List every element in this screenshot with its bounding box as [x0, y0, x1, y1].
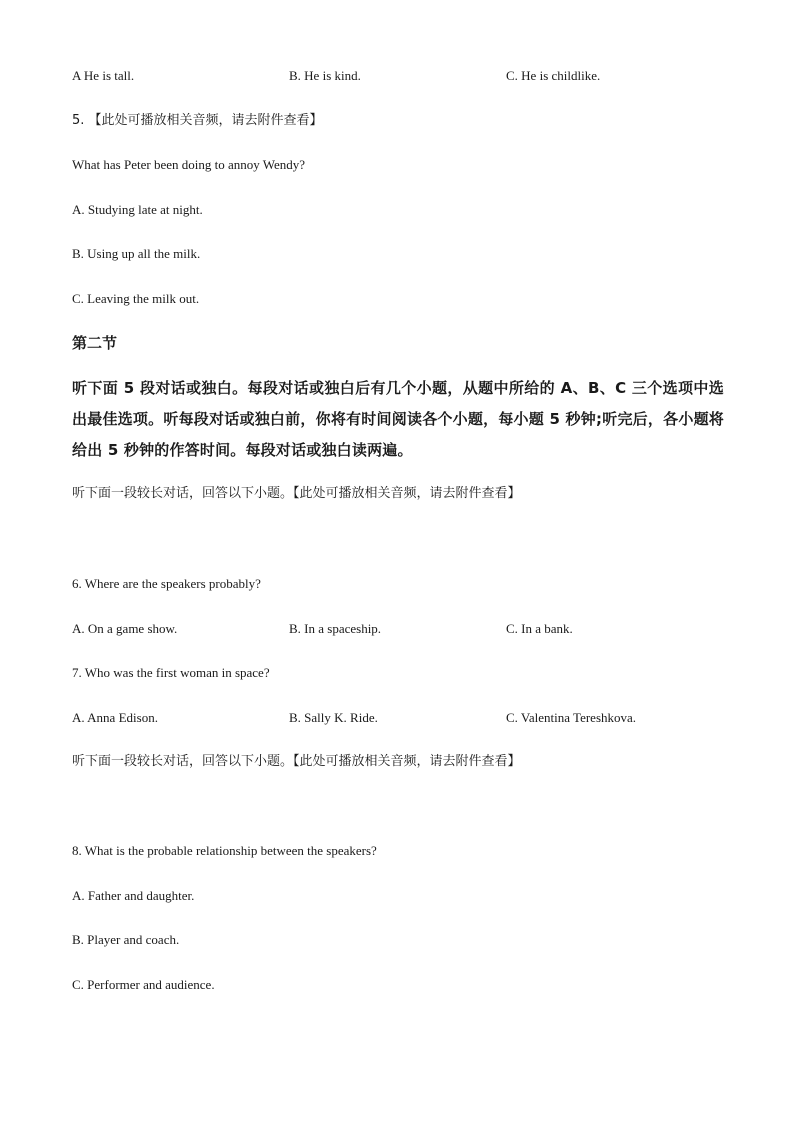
q6-option-c: C. In a bank.: [506, 621, 573, 636]
q6-option-b: B. In a spaceship.: [289, 621, 382, 636]
q4-option-c: C. He is childlike.: [506, 68, 601, 83]
section-title: 第二节: [72, 334, 118, 352]
q7-option-a: A. Anna Edison.: [72, 710, 158, 725]
q5-option-b: B. Using up all the milk.: [72, 246, 201, 261]
q6-option-a: A. On a game show.: [72, 621, 178, 636]
dialogue-prompt-2: 听下面一段较长对话，回答以下小题。【此处可播放相关音频，请去附件查看】: [72, 754, 521, 769]
q8-option-a: A. Father and daughter.: [72, 888, 195, 903]
dialogue-prompt-1: 听下面一段较长对话，回答以下小题。【此处可播放相关音频，请去附件查看】: [72, 486, 521, 501]
q8-option-b: B. Player and coach.: [72, 932, 180, 947]
q8-option-c: C. Performer and audience.: [72, 977, 215, 992]
q5-number-audio-note: 5. 【此处可播放相关音频，请去附件查看】: [72, 113, 323, 128]
q7-option-b: B. Sally K. Ride.: [289, 710, 378, 725]
q7-option-c: C. Valentina Tereshkova.: [506, 710, 637, 725]
q8-question: 8. What is the probable relationship between the speakers?: [72, 843, 377, 858]
q6-question: 6. Where are the speakers probably?: [72, 576, 261, 591]
section-instructions: 听下面 5 段对话或独白。每段对话或独白后有几个小题，从题中所给的 A、B、C 三个选项中选出最佳选项。听每段对话或独白前，你将有时间阅读各个小题，每小题 5 秒钟;听完后，各小题将给出 5 秒钟的作答时间。每段对话或独白读两遍。: [72, 379, 724, 459]
q5-question: What has Peter been doing to annoy Wendy?: [72, 157, 306, 172]
q7-question: 7. Who was the first woman in space?: [72, 665, 270, 680]
q5-option-a: A. Studying late at night.: [72, 202, 203, 217]
q4-option-b: B. He is kind.: [289, 68, 361, 83]
q4-option-a: A He is tall.: [72, 68, 135, 83]
q5-option-c: C. Leaving the milk out.: [72, 291, 200, 306]
